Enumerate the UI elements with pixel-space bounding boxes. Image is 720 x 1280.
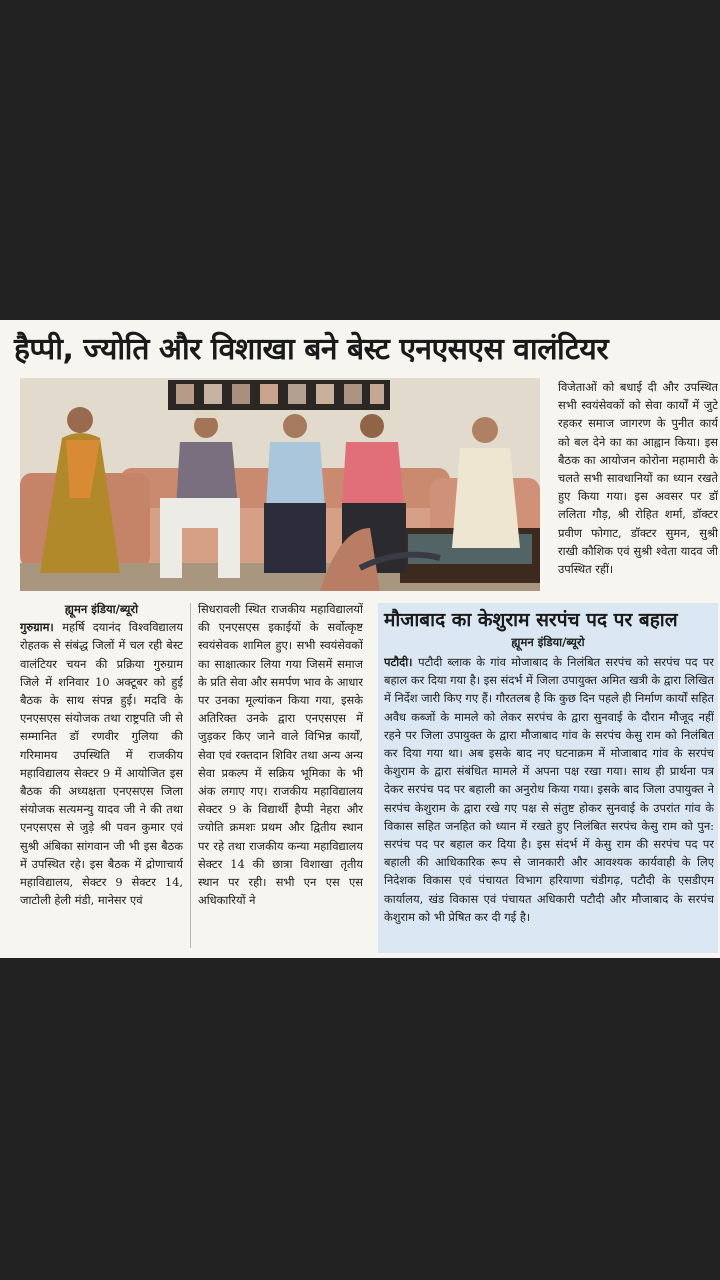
side-story-text: पटौदी ब्लाक के गांव मोजाबाद के निलंबित सरपंच को सरपंच पद पर बहाल कर दिया गया है। इस संदर्भ में जिला उपायुक्त अमित खत्री के द्वारा लिखित में निर्देश जारी किए गए हैं। गौरतलब है कि कुछ दिन पहले ही निर्माण कार्यों सहित अवैध कब्जों के मामले को लेकर सरपंच के द्वारा सुनवाई के दौरान मौजूद नहीं रहने पर जिला उपायुक्त के द्वारा मौजाबाद गांव के सरपंच केसु राम को निलंबित कर दिया गया था। अब इसके बाद नए घटनाक्रम में मोजाबाद गांव के सरपंच केशुराम के द्वारा संबंधित मामले में अपना पक्ष रखा गया। साथ ही प्रार्थना पत्र देकर सरपंच पद पर बहाली का अनुरोध किया गया। इसके बाद जिला उपायुक्त ने सरपंच केशुराम के द्वारा रखे गए पक्ष से संतुष्ट होकर सुनवाई के उपरांत गांव के विकास सहित जनहित को ध्यान में रखते हुए निलंबित सरपंच केसु राम को पुन: सरपंच पद पर बहाल कर दिया है। इस संदर्भ में केसु राम की सरपंच पद पर बहाली की आधिकारिक रूप से जानकारी और आवश्यक कार्यवाही के लिए निदेशक विकास एवं पंचायत विभाग हरियाणा चंडीगढ़, पटौदी के एसडीएम कार्यालय, खंड विकास एवं पंचायत अधिकारी पटौदी और मौजाबाद के सरपंच केशुराम को भी प्रेषित कर दी गई है। <box>384 655 714 924</box>
side-story-dateline: पटौदी। <box>384 655 419 669</box>
article-photo <box>20 378 540 591</box>
side-story-box <box>378 603 718 953</box>
article-text-right-top: विजेताओं को बधाई दी और उपस्थित सभी स्वयंसेवकों को सेवा कार्यों में जुटे रहकर समाज जागरण के पुनीत कार्य को बल देने का का आह्वान किया। इस बैठक का आयोजन कोरोना महामारी के चलते सभी सावधानियों का ध्यान रखते हुए किया गया। इस अवसर पर डॉ ललिता गौड़, श्री रोहित शर्मा, डॉक्टर प्रवीण फोगाट, डॉक्टर सुमन, सुश्री राखी कौशिक एवं सुश्री श्वेता यादव जी उपस्थित रहीं। <box>558 380 718 577</box>
article-column-1 <box>20 600 183 950</box>
article-dateline: गुरुग्राम। <box>20 620 63 635</box>
article-column-1-text: महर्षि दयानंद विश्वविद्यालय रोहतक से संबंद्ध जिलों में चल रही बेस्ट वालंटियर चयन की प्रक्रिया गुरुग्राम जिले में शनिवार 10 अक्टूबर को हुई बैठक के साथ संपन्न हुई। मदवि के एनएसएस संयोजक तथा राष्ट्रपति जी से सम्मानित डॉ रणवीर गुलिया की गरिमामय उपस्थिति में राजकीय महाविद्यालय सेक्टर 9 में आयोजित इस बैठक की अध्यक्षता एनएसएस जिला संयोजक सत्यमन्यु यादव जी ने की तथा एनएसएस से जुड़े श्री पवन कुमार एवं सुश्री अंबिका सांगवान जी भी इस बैठक में उपस्थित रहे। इस बैठक में द्रोणाचार्य महाविद्यालय, सेक्टर 9 सेक्टर 14, जाटोली हेली मंडी, मानेसर एवं <box>20 620 183 908</box>
column-divider <box>190 603 191 948</box>
side-story-body <box>384 653 714 949</box>
article-headline: हैप्पी, ज्योति और विशाखा बने बेस्ट एनएसएस वालंटियर <box>14 332 609 367</box>
article-column-2: सिधरावली स्थित राजकीय महाविद्यालयों की एनएसएस इकाईयों के सर्वोत्कृष्ट स्वयंसेवक शामिल हुए। सभी स्वयंसेवकों का साक्षात्कार लिया गया जिसमें समाज के प्रति सेवा और समर्पण भाव के आधार पर उनका मूल्यांकन किया गया, इसके अतिरिक्त उनके द्वारा एनएसएस में जुड़कर किए जाने वाले विभिन्न कार्यों, सेवा एवं रक्तदान शिविर तथा अन्य अन्य सेवा प्रकल्प में सक्रिय भूमिका के भी अंक लगाए गए। राजकीय महाविद्यालय सेक्टर 9 के विद्यार्थी हैप्पी नेहरा और ज्योति क्रमशः प्रथम और द्वितीय स्थान पर रहे तथा राजकीय कन्या महाविद्यालय सेक्टर 14 की छात्रा विशाखा तृतीय स्थान पर रही। सभी एन एस एस अधिकारियों ने <box>198 602 363 908</box>
newspaper-clipping <box>0 320 720 958</box>
article-byline: ह्यूमन इंडिया/ब्यूरो <box>64 602 139 616</box>
side-story-byline: ह्यूमन इंडिया/ब्यूरो <box>511 635 585 649</box>
side-story-headline: मौजाबाद का केशुराम सरपंच पद पर बहाल <box>384 609 678 631</box>
